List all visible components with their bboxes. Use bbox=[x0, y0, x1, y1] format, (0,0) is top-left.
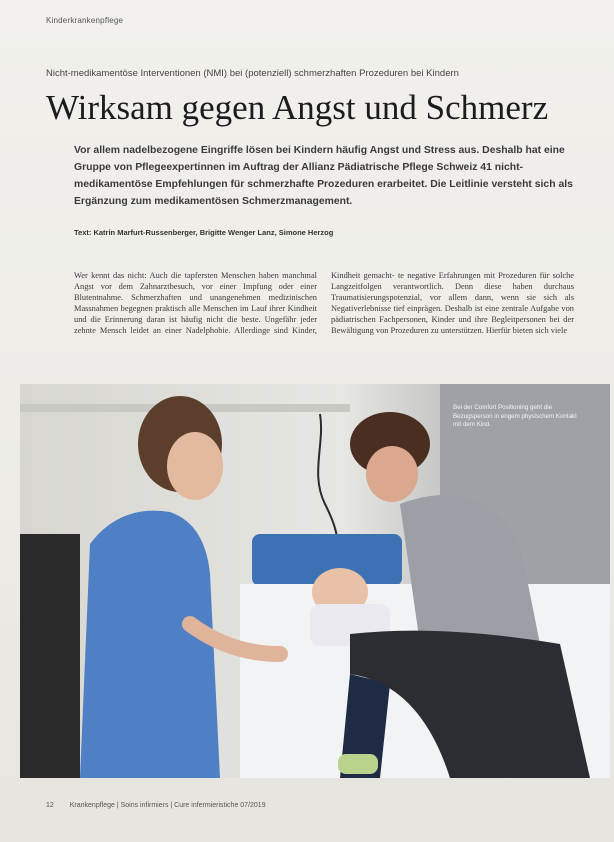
photo-illustration bbox=[20, 384, 610, 778]
body-text-right: te negative Erfahrungen mit Prozeduren für solche Langzeitfolgen verantwortlich. Denn diese haben durchaus Traumatisierungspotenzial, vor allem dann, wenn sie sich als Negativerlebnisse tief einprägen. Deshalb ist eine zentrale Aufgabe von pädiatrischen Fachpersonen, Kinder und ihre Begleitpersonen bei der Bewältigung von Prozeduren zu unterstützen. Hierfür bieten sich viele bbox=[331, 271, 574, 335]
article-kicker: Nicht-medikamentöse Interventionen (NMI) bei (potenziell) schmerzhaften Prozeduren bei Kindern bbox=[46, 68, 459, 79]
photo-nurse-scrubs bbox=[80, 511, 220, 778]
article-body bbox=[74, 270, 574, 358]
photo-chair bbox=[20, 534, 80, 778]
section-label: Kinderkrankenpflege bbox=[46, 16, 124, 25]
photo-nurse-face bbox=[167, 432, 223, 500]
photo-child-shoes bbox=[338, 754, 378, 774]
publication-name: Krankenpflege | Soins infirmiers | Cure infermieristiche 07/2019 bbox=[69, 802, 266, 809]
photo-caption: Bei der Comfort Positioning geht die Bezugsperson in engem physischem Kontakt mit dem Kind. bbox=[453, 404, 577, 429]
page-number: 12 bbox=[46, 802, 54, 809]
page-footer bbox=[46, 802, 266, 809]
photo-mother-face bbox=[366, 446, 418, 502]
article-photo bbox=[20, 384, 610, 778]
article-byline: Text: Katrin Marfurt-Russenberger, Brigitte Wenger Lanz, Simone Herzog bbox=[74, 228, 334, 237]
body-text-left: Wer kennt das nicht: Auch die tapfersten Menschen haben manchmal Angst vor dem Zahnarztbesuch, vor einer Impfung oder einer Blutentnahme. Schmerzhaften und unangenehmen medizinischen Massnahmen begegnen praktisch alle Menschen im Lauf ihrer Kindheit und die Erinnerung daran ist häufig nicht die beste. Ungefähr jeder zehnte Mensch leidet an einer Nadelphobie. Allerdinge sind Kinder, Kindheit gemacht- bbox=[74, 271, 395, 335]
article-headline: Wirksam gegen Angst und Schmerz bbox=[46, 88, 549, 127]
article-lead: Vor allem nadelbezogene Eingriffe lösen bei Kindern häufig Angst und Stress aus. Deshalb hat eine Gruppe von Pflegeexpertinnen im Auftrag der Allianz Pädiatrische Pflege Schweiz 41 nicht-medikamentöse Empfehlungen für schmerzhafte Prozeduren erarbeitet. Die Leitlinie versteht sich als Ergänzung zum medikamentösen Schmerzmanagement. bbox=[74, 145, 573, 207]
